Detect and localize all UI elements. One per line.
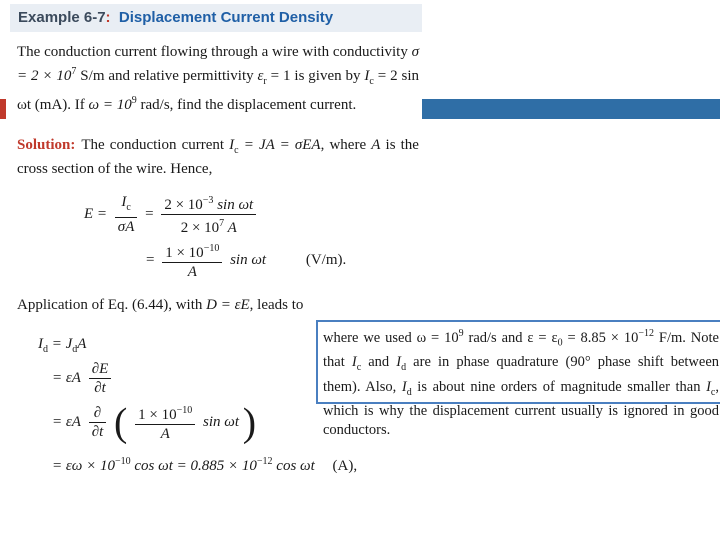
- example-title-bar: [10, 4, 422, 32]
- example-title: [18, 9, 333, 26]
- note-box: where we used $\omega = 10^9$ rad/s and $\varepsilon = \varepsilon_0 = 8.85 \times 10^{-12}$ F/m. Note that $I_c$ and $I_d$ are in phase quadrature (90° phase shift between them). Also, $I_d$ is about nine orders of magnitude smaller than $I_c$, which is why the displacement current usually is ignored in good conductors.: [316, 320, 720, 404]
- problem-statement: The conduction current flowing through a wire with conductivity $\sigma = 2 \times 10^7$ S/m and relative permittivity $\varepsilon_r = 1$ is given by $I_c = 2$ sin ωt (mA). If $\omega = 10^9$ rad/s, find the displacement current.: [17, 44, 419, 113]
- solution-intro: Solution: The conduction current $I_c$ = JA = σEA, where A is the cross section of the wire. Hence,: [17, 137, 419, 177]
- example-label: Example 6-7: [18, 9, 106, 26]
- equation-id-line1: $I_d = J_dA$: [38, 336, 87, 355]
- example-subtitle: Displacement Current Density: [118, 9, 334, 26]
- solution-label: Solution:: [17, 137, 76, 153]
- application-line: Application of Eq. (6.44), with D = εE, leads to: [17, 297, 304, 313]
- equation-e-line1: E = $\frac{I_c}{\sigma A}$ = $\frac{2 \times 10^{-3} \sin \omega t}{2 \times 10^7 A}$: [84, 192, 260, 237]
- equation-e-line2: = $\frac{1 \times 10^{-10}}{A}$ sin ωt (V/m).: [146, 240, 346, 281]
- decorative-blue-band: [422, 99, 720, 119]
- equation-id-line2: = εA $\frac{\partial E}{\partial t}$: [52, 360, 115, 397]
- title-separator: :: [105, 9, 111, 26]
- decorative-red-marker: [0, 99, 6, 119]
- equation-id-line3: = εA $\frac{\partial}{\partial t}$ ( $\frac{1 \times 10^{-10}}{A}$ sin ωt ): [52, 399, 257, 445]
- equation-id-line4: = $\varepsilon\omega \times 10^{-10}$ $\cos \omega t = 0.885 \times 10^{-12}$ cos ωt (A),: [52, 456, 358, 474]
